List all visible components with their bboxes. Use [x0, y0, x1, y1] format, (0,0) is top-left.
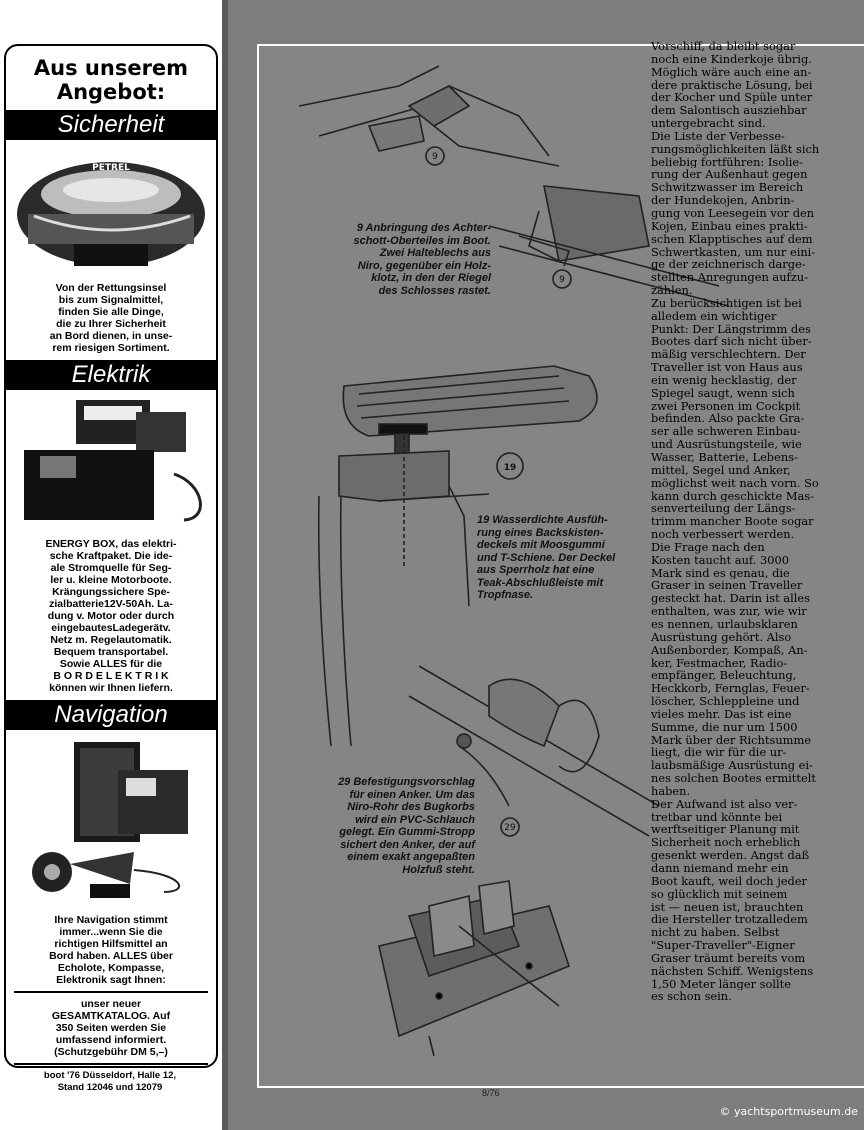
- ad-text-line: finden Sie alle Dinge,: [58, 306, 164, 318]
- article-line: es nennen, urlaubsklaren: [651, 617, 798, 631]
- article-line: es schon sein.: [651, 990, 732, 1004]
- liferaft-photo: [14, 144, 208, 276]
- ad-text-line: ler u. kleine Motorboote.: [50, 574, 172, 586]
- article-line: nächsten Schiff. Wenigstens: [651, 964, 814, 978]
- ad-text-line: Elektronik sagt Ihnen:: [56, 974, 166, 986]
- section-title-safety: Sicherheit: [6, 110, 216, 140]
- ad-text-line: die zu Ihrer Sicherheit: [56, 318, 166, 330]
- caption-line: einem exakt angepaßten: [347, 851, 475, 863]
- article-line: Sicherheit noch erheblich: [651, 836, 801, 850]
- article-line: stellten Anregungen aufzu-: [651, 271, 808, 285]
- figure-label: 29: [504, 823, 516, 833]
- article-line: Mark über der Richtsumme: [651, 733, 811, 747]
- ad-text-line: B O R D E L E K T R I K: [53, 670, 169, 682]
- ad-text-line: an Bord dienen, in unse-: [49, 330, 173, 342]
- liferaft-brand-text: PETREL: [92, 163, 130, 173]
- caption-line: und T-Schiene. Der Deckel: [477, 551, 616, 564]
- page-number: 8/76: [482, 1088, 500, 1098]
- caption-line: gelegt. Ein Gummi-Stropp: [339, 826, 475, 838]
- caption-line: aus Sperrholz hat eine: [477, 564, 595, 576]
- caption-line: rung eines Backskisten-: [477, 526, 604, 539]
- article-line: noch eine Kinderkoje übrig.: [651, 52, 812, 66]
- ad-text-line: Netz m. Regelautomatik.: [50, 634, 172, 646]
- article-line: schen Klapptisches auf dem: [651, 232, 813, 246]
- ad-text-line: Sowie ALLES für die: [59, 658, 163, 670]
- figure-label: 9: [432, 152, 438, 162]
- caption-line: Tropfnase.: [477, 589, 534, 601]
- ad-text-line: (Schutzgebühr DM 5,–): [54, 1046, 168, 1058]
- safety-text: [6, 280, 216, 356]
- ad-text-line: immer...wenn Sie die: [59, 926, 163, 938]
- caption-line: Holzfuß steht.: [402, 863, 475, 876]
- ad-text-line: 350 Seiten werden Sie: [55, 1022, 167, 1034]
- article-line: nicht zu haben. Selbst: [651, 926, 780, 940]
- caption-line: Niro, gegenüber ein Holz-: [357, 259, 491, 272]
- article-line: Zu berücksichtigen ist bei: [651, 296, 802, 310]
- electrics-text: [6, 536, 216, 696]
- article-line: enthalten, was zur, wie wir: [651, 605, 807, 618]
- section-title-navigation: Navigation: [6, 700, 216, 730]
- article-line: kann durch geschickte Mas-: [651, 489, 815, 503]
- article-line: tretbar und könnte bei: [651, 810, 783, 824]
- article-line: rung der Außenhaut gegen: [651, 168, 808, 182]
- divider: [14, 1063, 208, 1065]
- ad-text-line: richtigen Hilfsmittel an: [54, 938, 168, 950]
- article-line: so glücklich mit seinem: [651, 887, 788, 901]
- article-line: liegt, die wir für die ur-: [651, 746, 787, 760]
- ad-headline-line: Angebot:: [56, 80, 166, 104]
- article-line: die Hersteller trotzalledem: [651, 913, 808, 927]
- article-line: ge der zeichnerisch darge-: [651, 258, 806, 272]
- article-line: Schwitzwasser im Bereich: [651, 181, 804, 195]
- caption-line: 19 Wasserdichte Ausfüh-: [477, 514, 608, 526]
- article-line: dem Salontisch ausziehbar: [651, 104, 807, 118]
- caption-line: Teak-Abschlußleiste mit: [477, 576, 604, 589]
- article-line: Kojen, Einbau eines prakti-: [651, 219, 808, 233]
- caption-line: für einen Anker. Um das: [349, 788, 475, 801]
- caption-line: schott-Oberteiles im Boot.: [353, 234, 491, 247]
- article-line: Mark sind es genau, die: [651, 566, 790, 580]
- caption-line: 29 Befestigungsvorschlag: [338, 776, 475, 788]
- article-line: ist — neuen ist, brauchten: [651, 900, 804, 914]
- article-line: Boot kauft, weil doch jeder: [651, 874, 807, 888]
- figure-label: 19: [503, 463, 517, 473]
- caption-line: klotz, in den der Riegel: [371, 272, 491, 284]
- caption-line: Niro-Rohr des Bugkorbs: [347, 801, 475, 813]
- article-line: gung von Leesegein vor den: [651, 206, 815, 220]
- article-line: ein wenig hecklastig, der: [651, 373, 797, 387]
- article-line: rungsmöglichkeiten läßt sich: [651, 142, 820, 156]
- article-line: Die Frage nach den: [651, 540, 765, 554]
- article-line: befinden. Also packte Gra-: [651, 412, 805, 426]
- article-line: Kosten taucht auf. 3000: [651, 553, 789, 567]
- caption-line: deckels mit Moosgummi: [477, 539, 605, 551]
- article-line: Punkt: Der Längstrimm des: [651, 322, 811, 336]
- energybox-photo: [14, 394, 208, 532]
- ad-text-line: rem riesigen Sortiment.: [52, 342, 170, 354]
- footer-line: Stand 12046 und 12079: [57, 1082, 163, 1093]
- article-line: vieles mehr. Das ist eine: [651, 707, 792, 721]
- ad-text-line: Echolote, Kompasse,: [57, 962, 165, 974]
- article-line: ser alle schweren Einbau-: [651, 425, 801, 439]
- article-line: "Super-Traveller"-Eigner: [651, 939, 795, 952]
- article-line: Vorschiff, da bleibt sogar: [651, 40, 796, 53]
- article-line: Ausrüstung gehört. Also: [651, 630, 792, 644]
- article-line: dann niemand mehr ein: [651, 862, 789, 875]
- copyright-credit: © yachtsportmuseum.de: [719, 1105, 858, 1118]
- ad-text-line: Krängungssichere Spe-: [52, 586, 170, 598]
- caption-fig-9: [283, 222, 491, 297]
- footer-line: boot '76 Düsseldorf, Halle 12,: [43, 1070, 177, 1081]
- navigation-text: [6, 912, 216, 988]
- caption-line: sichert den Anker, der auf: [340, 838, 475, 851]
- article-line: mäßig verschlechtern. Der: [651, 348, 806, 362]
- article-line: Schwertkasten, um nur eini-: [651, 245, 816, 259]
- article-line: untergebracht sind.: [651, 117, 766, 130]
- article-line: dere praktische Lösung, bei: [651, 78, 813, 92]
- ad-text-line: dung v. Motor oder durch: [47, 610, 175, 622]
- article-line: haben.: [651, 784, 691, 798]
- caption-line: Zwei Halteblechs aus: [379, 247, 491, 259]
- liferaft-illustration: [14, 144, 208, 276]
- article-line: Außenborder, Kompaß, An-: [651, 643, 808, 657]
- divider: [14, 991, 208, 993]
- article-line: zählen.: [651, 284, 693, 297]
- article-line: Möglich wäre auch eine an-: [651, 65, 812, 79]
- figure-label: 9: [559, 275, 565, 285]
- ad-text-line: Bequem transportabel.: [53, 646, 169, 658]
- advertisement-column: [0, 0, 222, 1130]
- article-line: nes solchen Bootes ermittelt: [651, 772, 816, 785]
- navigation-photo: [14, 734, 208, 908]
- article-line: beliebig fortführen: Isolie-: [651, 155, 803, 169]
- article-line: werftseitiger Planung mit: [651, 823, 800, 837]
- article-line: Der Aufwand ist also ver-: [651, 797, 798, 811]
- ad-text-line: Ihre Navigation stimmt: [54, 914, 168, 926]
- ad-text-line: unser neuer: [80, 998, 142, 1010]
- ad-text-line: sche Kraftpaket. Die ide-: [49, 550, 173, 562]
- caption-line: wird ein PVC-Schlauch: [355, 813, 475, 826]
- article-line: senverteilung der Längs-: [651, 502, 796, 516]
- article-line: zwei Personen im Cockpit: [651, 399, 801, 413]
- caption-line: 9 Anbringung des Achter-: [356, 222, 491, 234]
- ad-text-line: eingebautesLadegerätv.: [51, 622, 171, 634]
- caption-fig-29: [279, 776, 475, 876]
- ad-headline-line: Aus unserem: [33, 56, 189, 80]
- article-line: gesteckt hat. Darin ist alles: [651, 592, 810, 606]
- article-line: der Hundekojen, Anbrin-: [651, 194, 795, 207]
- ad-text-line: können wir Ihnen liefern.: [49, 682, 173, 694]
- article-line: Graser träumt bereits vom: [651, 951, 806, 965]
- article-line: Summe, die nur um 1500: [651, 720, 798, 734]
- navigation-instruments-illustration: [14, 734, 208, 908]
- article-line: noch verbessert werden.: [651, 528, 795, 541]
- ad-text-line: bis zum Signalmittel,: [58, 294, 164, 306]
- ad-frame: [4, 44, 218, 1068]
- ad-text-line: umfassend informiert.: [55, 1034, 167, 1046]
- page-gutter: [222, 0, 228, 1130]
- catalog-text: [6, 996, 216, 1060]
- article-text-column: [651, 40, 856, 1003]
- article-line: empfänger, Beleuchtung,: [651, 669, 797, 683]
- article-line: Wasser, Batterie, Lebens-: [651, 451, 798, 464]
- ad-text-line: ale Stromquelle für Seg-: [50, 562, 172, 574]
- caption-fig-19: [477, 514, 647, 602]
- article-line: möglichst weit nach vorn. So: [651, 476, 819, 490]
- ad-headline: [6, 46, 216, 110]
- energy-box-illustration: [14, 394, 208, 532]
- article-line: der Kocher und Spüle unter: [651, 91, 813, 105]
- article-line: Graser in seinen Traveller: [651, 579, 803, 593]
- ad-text-line: zialbatterie12V-50Ah. La-: [49, 598, 173, 610]
- article-line: Traveller ist von Haus aus: [651, 361, 803, 374]
- ad-text-line: Von der Rettungsinsel: [55, 282, 167, 294]
- ad-text-line: GESAMTKATALOG. Auf: [51, 1010, 171, 1022]
- caption-line: des Schlosses rastet.: [378, 284, 491, 297]
- article-line: laubsmäßige Ausrüstung ei-: [651, 759, 813, 773]
- article-line: löscher, Schleppleine und: [651, 695, 800, 708]
- article-line: alledem ein wichtiger: [651, 309, 777, 323]
- section-title-electrics: Elektrik: [6, 360, 216, 390]
- article-line: Heckkorb, Fernglas, Feuer-: [651, 682, 810, 696]
- article-line: und Ausrüstungsteile, wie: [651, 438, 802, 451]
- boat-show-footer: [10, 1070, 210, 1094]
- article-line: ker, Festmacher, Radio-: [651, 656, 788, 670]
- article-line: Spiegel saugt, wenn sich: [651, 386, 795, 400]
- article-line: 1,50 Meter länger sollte: [651, 977, 791, 991]
- article-line: Die Liste der Verbesse-: [651, 129, 785, 143]
- ad-text-line: Bord haben. ALLES über: [49, 950, 173, 962]
- ad-text-line: ENERGY BOX, das elektri-: [45, 538, 177, 550]
- article-line: trimm mancher Boote sogar: [651, 515, 814, 529]
- article-line: gesenkt werden. Angst daß: [651, 849, 810, 862]
- article-line: Bootes darf sich nicht über-: [651, 335, 812, 349]
- article-line: mittel, Segel und Anker,: [651, 463, 791, 477]
